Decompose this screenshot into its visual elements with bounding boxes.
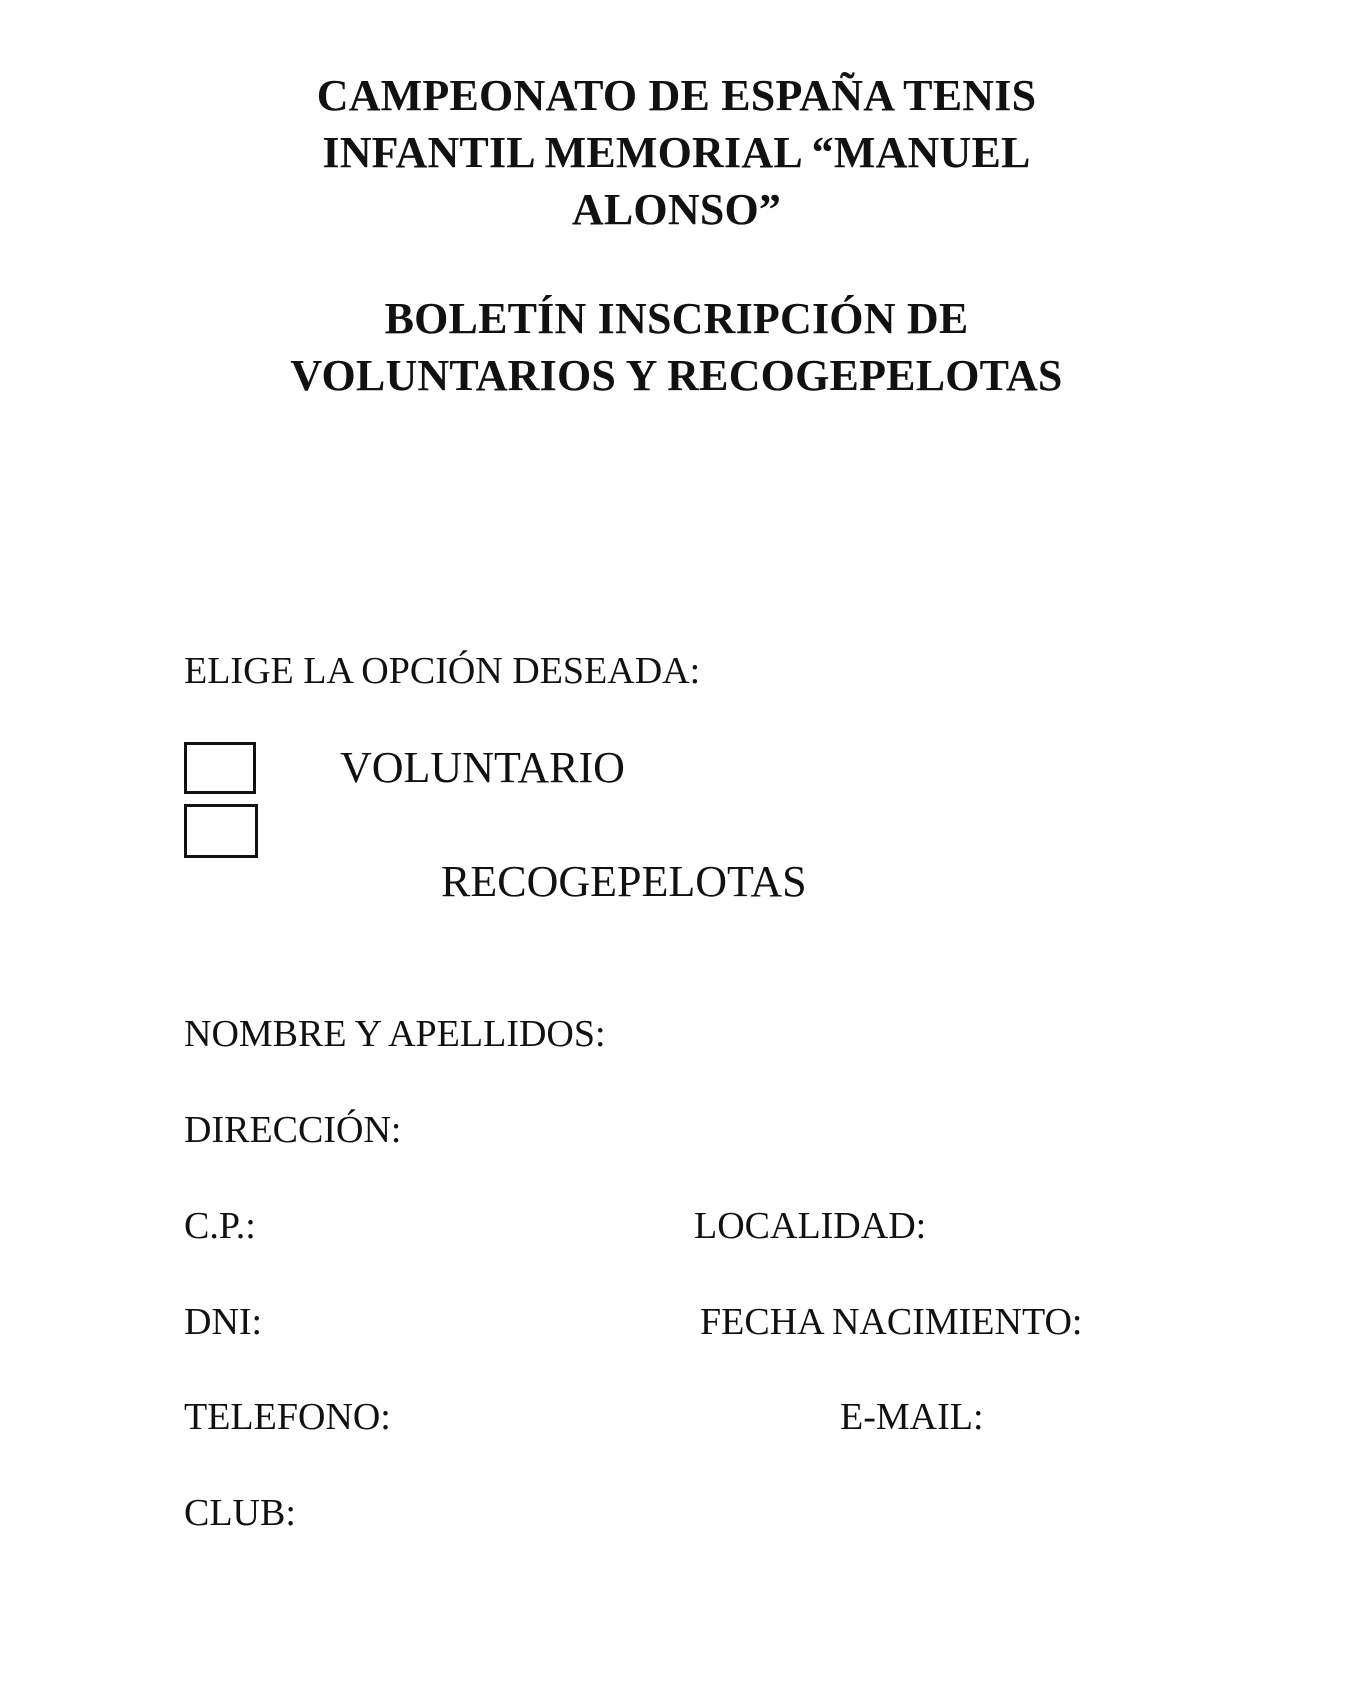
form-title xyxy=(0,67,1353,238)
form-title-line: INFANTIL MEMORIAL “MANUEL xyxy=(322,128,1031,177)
field-label-name: NOMBRE Y APELLIDOS: xyxy=(184,1013,606,1055)
form-subtitle-line: VOLUNTARIOS Y RECOGEPELOTAS xyxy=(290,351,1063,400)
field-label-locality: LOCALIDAD: xyxy=(694,1205,927,1247)
form-title-line: CAMPEONATO DE ESPAÑA TENIS xyxy=(316,71,1037,120)
form-title-line: ALONSO” xyxy=(571,185,782,234)
option-label-recogepelotas: RECOGEPELOTAS xyxy=(441,857,807,906)
field-label-postal-code: C.P.: xyxy=(184,1205,256,1247)
checkbox-recogepelotas[interactable] xyxy=(184,804,258,858)
form-subtitle xyxy=(0,290,1353,404)
option-label-voluntario: VOLUNTARIO xyxy=(340,743,625,792)
field-label-email: E-MAIL: xyxy=(840,1396,984,1438)
field-label-dni: DNI: xyxy=(184,1301,263,1343)
checkbox-voluntario[interactable] xyxy=(184,742,256,794)
field-label-club: CLUB: xyxy=(184,1492,296,1534)
form-subtitle-line: BOLETÍN INSCRIPCIÓN DE xyxy=(384,294,969,343)
field-label-birth-date: FECHA NACIMIENTO: xyxy=(700,1301,1083,1343)
field-label-phone: TELEFONO: xyxy=(184,1396,391,1438)
field-label-address: DIRECCIÓN: xyxy=(184,1109,402,1151)
option-prompt: ELIGE LA OPCIÓN DESEADA: xyxy=(184,650,701,692)
